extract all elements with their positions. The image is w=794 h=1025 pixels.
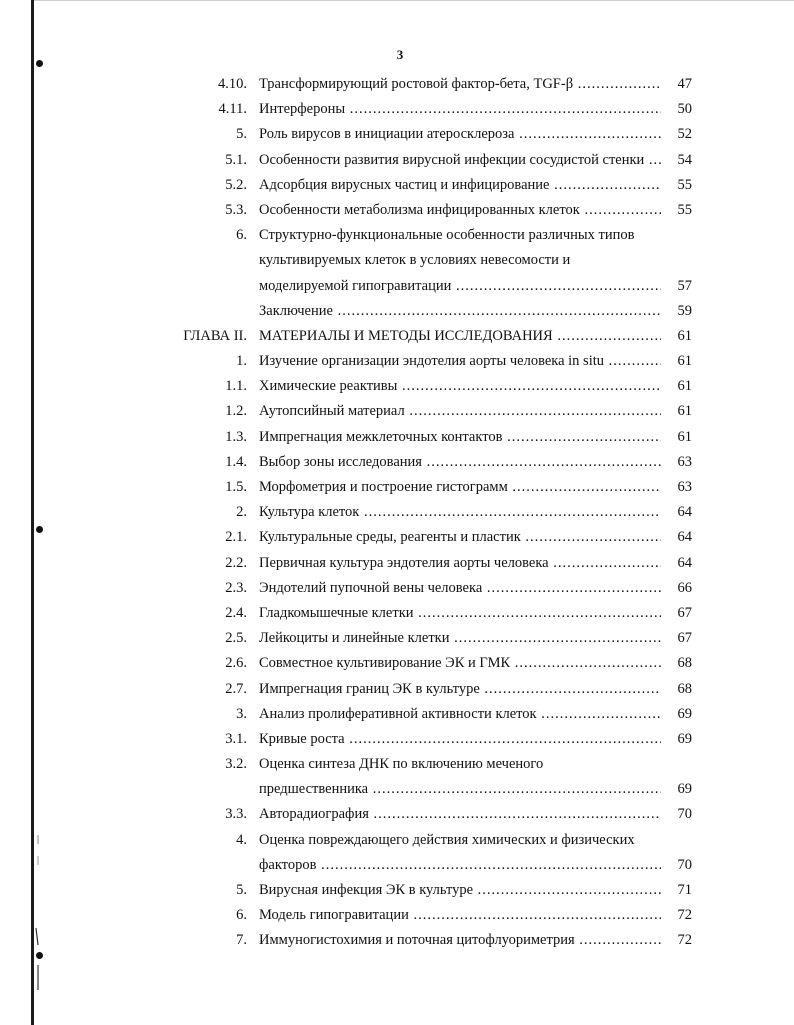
toc-entry-page: 68: [677, 655, 692, 672]
toc-entry-title: Эндотелий пупочной вены человека .....: [259, 576, 661, 601]
toc-entry-title: Гладкомышечные клетки .....: [259, 601, 661, 626]
toc-entry-page: 55: [677, 176, 692, 193]
toc-entry-title: Кривые роста .....: [259, 727, 661, 752]
toc-entry-page: 61: [677, 428, 692, 445]
toc-entry: [0, 727, 794, 752]
toc-entry: [0, 122, 794, 147]
toc-entry: [0, 248, 794, 273]
toc-entry-number: 6.: [236, 907, 247, 924]
toc-entry: [0, 299, 794, 324]
toc-entry: [0, 878, 794, 903]
toc-entry: [0, 601, 794, 626]
toc-entry-title: Оценка повреждающего действия химических и физических: [259, 831, 635, 848]
toc-entry-title: Интерфероны .....: [259, 97, 661, 122]
toc-entry: [0, 148, 794, 173]
toc-entry-page: 69: [677, 730, 692, 747]
toc-entry-page: 72: [677, 907, 692, 924]
toc-entry: [0, 324, 794, 349]
toc-entry-page: 63: [677, 479, 692, 495]
toc-entry: [0, 777, 794, 802]
toc-entry-page: 64: [677, 504, 692, 521]
toc-entry: [0, 450, 794, 475]
toc-entry-number: 5.3.: [225, 201, 247, 218]
toc-entry-title: Культура клеток .....: [259, 500, 661, 525]
toc-entry: [0, 500, 794, 525]
toc-entry-number: 6.: [236, 227, 247, 244]
toc-entry-number: 5.: [236, 882, 247, 898]
toc-entry: [0, 802, 794, 827]
toc-entry-title: Аутопсийный материал .....: [259, 399, 661, 424]
toc-entry-number: 1.4.: [225, 453, 247, 470]
toc-entry: [0, 576, 794, 601]
toc-entry: [0, 475, 794, 500]
toc-entry: [0, 928, 794, 953]
toc-entry-title: Заключение .....: [259, 299, 661, 324]
toc-entry-number: 1.2.: [225, 403, 247, 420]
toc-entry-title: Импрегнация межклеточных контактов .....: [259, 425, 661, 450]
toc-entry: [0, 903, 794, 928]
table-of-contents: [0, 72, 794, 954]
toc-entry-number: 2.3.: [225, 579, 247, 596]
toc-entry: [0, 173, 794, 198]
scan-top-edge: [34, 0, 794, 1]
toc-entry: [0, 626, 794, 651]
toc-entry-title: Структурно-функциональные особенности различных типов: [259, 227, 635, 244]
toc-entry-page: 54: [677, 151, 692, 168]
toc-entry-page: 72: [677, 932, 692, 949]
toc-entry-title: Выбор зоны исследования .....: [259, 450, 661, 475]
toc-entry: [0, 223, 794, 248]
toc-entry-title: Химические реактивы .....: [259, 374, 661, 399]
toc-entry-number: 4.: [236, 831, 247, 848]
toc-entry-number: 5.: [236, 126, 247, 143]
toc-entry-page: 52: [677, 126, 692, 143]
toc-entry-page: 70: [677, 856, 692, 873]
toc-entry-title: Адсорбция вирусных частиц и инфицирование .....: [259, 173, 661, 198]
toc-entry-page: 61: [677, 353, 692, 370]
toc-entry: [0, 349, 794, 374]
toc-entry-title: Иммуногистохимия и поточная цитофлуориметрия .....: [259, 928, 661, 953]
toc-entry: [0, 651, 794, 676]
toc-entry-title: Культуральные среды, реагенты и пластик .....: [259, 525, 661, 550]
toc-entry-number: 2.7.: [225, 680, 247, 697]
toc-entry-number: 4.11.: [218, 101, 247, 118]
toc-entry: [0, 72, 794, 97]
toc-entry-number: ГЛАВА II.: [183, 327, 247, 344]
toc-entry-page: 61: [677, 378, 692, 395]
toc-entry-page: 63: [677, 453, 692, 470]
toc-entry-title: Оценка синтеза ДНК по включению меченого: [259, 756, 544, 773]
toc-entry-page: 67: [677, 630, 692, 647]
toc-entry-page: 64: [677, 554, 692, 571]
toc-entry-title: Авторадиография .....: [259, 802, 661, 827]
toc-entry-number: 3.3.: [225, 806, 247, 823]
toc-entry-number: 3.1.: [225, 730, 247, 747]
toc-entry: [0, 853, 794, 878]
toc-entry-title: Трансформирующий ростовой фактор-бета, TGF-β .....: [259, 72, 661, 97]
toc-entry-page: 69: [677, 781, 692, 798]
toc-entry: [0, 752, 794, 777]
toc-entry-number: 1.1.: [225, 378, 247, 395]
toc-entry-title: Первичная культура эндотелия аорты человека .....: [259, 551, 661, 576]
toc-entry-title: Особенности развития вирусной инфекции сосудистой стенки .....: [259, 148, 661, 173]
binder-hole-mark: [36, 60, 43, 67]
toc-entry-title: Роль вирусов в инициации атеросклероза .....: [259, 122, 661, 147]
toc-entry-number: 3.2.: [225, 756, 247, 773]
page-number: 3: [396, 47, 404, 62]
toc-entry-page: 50: [677, 101, 692, 118]
toc-entry: [0, 702, 794, 727]
toc-entry-number: 2.5.: [225, 630, 247, 647]
toc-entry: [0, 525, 794, 550]
toc-entry-page: 47: [677, 76, 692, 92]
toc-entry-page: 66: [677, 579, 692, 596]
toc-entry-page: 69: [677, 705, 692, 722]
toc-entry-page: 67: [677, 604, 692, 621]
toc-entry: [0, 551, 794, 576]
toc-entry-title: Изучение организации эндотелия аорты человека in situ .....: [259, 349, 661, 374]
toc-entry-number: 7.: [236, 932, 247, 949]
toc-entry-number: 5.1.: [225, 151, 247, 168]
toc-entry-page: 55: [677, 201, 692, 218]
toc-entry-number: 2.4.: [225, 604, 247, 621]
toc-entry: [0, 374, 794, 399]
toc-entry-title: Модель гипогравитации .....: [259, 903, 661, 928]
toc-entry-number: 2.2.: [225, 554, 247, 571]
toc-entry-title: культивируемых клеток в условиях невесомости и: [259, 252, 571, 269]
toc-entry-title: Совместное культивирование ЭК и ГМК .....: [259, 651, 661, 676]
toc-entry-number: 1.5.: [225, 479, 247, 495]
toc-entry-page: 68: [677, 680, 692, 697]
toc-entry-title: Лейкоциты и линейные клетки .....: [259, 626, 661, 651]
toc-entry-title: моделируемой гипогравитации .....: [259, 274, 661, 299]
toc-entry-number: 1.: [236, 353, 247, 370]
toc-entry: [0, 399, 794, 424]
toc-entry-page: 70: [677, 806, 692, 823]
toc-entry-page: 59: [677, 302, 692, 319]
toc-entry-title: Особенности метаболизма инфицированных клеток .....: [259, 198, 661, 223]
toc-entry: [0, 97, 794, 122]
toc-entry-page: 71: [677, 882, 692, 898]
toc-entry-title: предшественника .....: [259, 777, 661, 802]
toc-entry-title: Морфометрия и построение гистограмм .....: [259, 475, 661, 500]
toc-entry: [0, 198, 794, 223]
toc-entry-page: 61: [677, 403, 692, 420]
toc-entry: [0, 274, 794, 299]
toc-entry-page: 57: [677, 277, 692, 294]
toc-entry-title: Вирусная инфекция ЭК в культуре .....: [259, 878, 661, 903]
toc-entry-title: Импрегнация границ ЭК в культуре .....: [259, 677, 661, 702]
toc-entry-number: 2.1.: [225, 529, 247, 546]
toc-entry-number: 5.2.: [225, 176, 247, 193]
toc-entry-title: МАТЕРИАЛЫ И МЕТОДЫ ИССЛЕДОВАНИЯ .....: [259, 324, 661, 349]
toc-entry: [0, 677, 794, 702]
toc-entry-number: 2.: [236, 504, 247, 521]
toc-entry: [0, 425, 794, 450]
toc-entry-page: 61: [677, 327, 692, 344]
toc-entry-number: 4.10.: [218, 76, 247, 92]
toc-entry-number: 2.6.: [225, 655, 247, 672]
toc-entry: [0, 828, 794, 853]
toc-entry-number: 3.: [236, 705, 247, 722]
toc-entry-title: Анализ пролиферативной активности клеток .....: [259, 702, 661, 727]
toc-entry-number: 1.3.: [225, 428, 247, 445]
toc-entry-title: факторов .....: [259, 853, 661, 878]
toc-entry-page: 64: [677, 529, 692, 546]
